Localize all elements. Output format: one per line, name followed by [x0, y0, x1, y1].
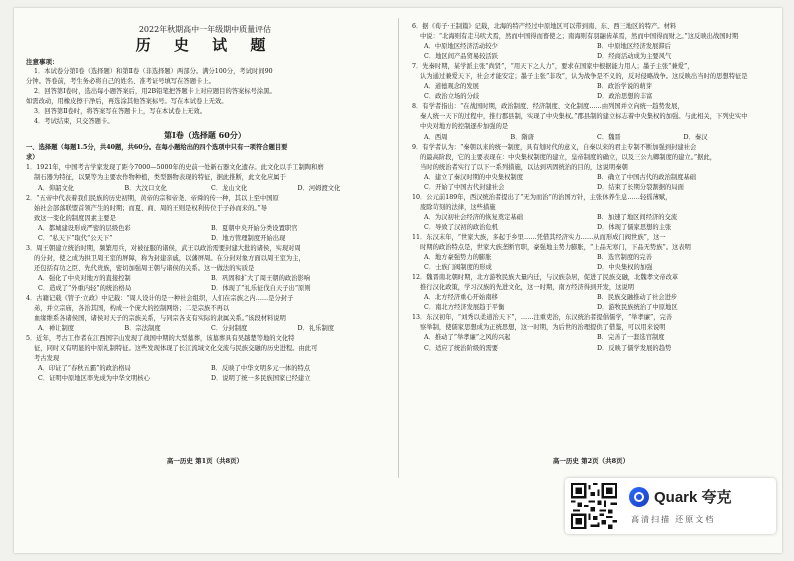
answer-option: A．都城建设形成严密的层级色彩	[38, 224, 131, 232]
question-stem: 11．东汉末年，“世家大族，多起于乡里……凭借其经济实力……从而形成门阀世族”，这一	[412, 233, 666, 241]
question-item	[26, 163, 384, 193]
answer-option: C．政治立场的分歧	[424, 93, 480, 101]
answer-option: B．大汶口文化	[124, 184, 167, 192]
question-item	[412, 22, 770, 62]
answer-options-row	[412, 52, 770, 62]
question-stem: 还包括有功之臣、先代贵族，密切加强周王朝与诸侯的关系。这一做法的实质是	[34, 264, 255, 272]
answer-option: A．推动了“举孝廉”之风的兴起	[424, 334, 511, 342]
question-stem: 始社会部落联盟首领产生的时期；而夏、商、周的王则是权利传位于子孙而来的。”导	[34, 204, 268, 212]
question-item	[412, 233, 770, 273]
scanned-sheet	[14, 8, 782, 553]
question-stem: 推行汉化政策，学习汉族的先进文化，这一时期，南方经济得到开发，这说明	[420, 284, 635, 292]
question-stem: 察举制，使儒家思想成为正统思想，这一时期，为后世的治理提供了借鉴，可以用来说明	[420, 324, 666, 332]
question-item	[412, 193, 770, 233]
question-list	[412, 22, 770, 354]
answer-options-row	[412, 173, 770, 183]
answer-option: C．“私天下”取代“公天下”	[38, 234, 113, 242]
subject-title: 历 史 试 题	[135, 36, 275, 54]
answer-option: C．证明中原地区率先成为中华文明核心	[38, 375, 150, 383]
answer-option: B．中原地区经济发展滞后	[597, 43, 671, 51]
question-stem: 12．魏晋南北朝时期，北方游牧民族大量内迁，与汉族杂居，促进了民族交融，北魏孝文帝改革	[412, 274, 679, 282]
answer-options-row	[412, 183, 770, 193]
notice-line: 2．回答第Ⅰ卷时，选出每小题答案后，用2B铅笔把答题卡上对应题目的答案标号涂黑。	[34, 88, 276, 96]
answer-option: D．反映了儒学发展的趋势	[597, 344, 672, 352]
quark-logo-icon	[629, 487, 649, 507]
answer-option: B．隋唐	[510, 133, 535, 141]
question-stem: 征，同时又有明显的中原礼制特征。这些发现体现了长江流域文化交流与民族交融的历史进程。由此可	[34, 345, 318, 353]
question-stem: 考古发现	[34, 355, 60, 363]
answer-option: B．政治学说的萌芽	[597, 83, 653, 91]
answer-option: D．经商活动成为主要风气	[597, 53, 672, 61]
answer-option: A．强化了中央对地方的直接控制	[38, 274, 131, 282]
question-stem: 中央对地方的控制逐步加强的是	[420, 123, 509, 131]
answer-option: C．士族门阀制度的形成	[424, 264, 492, 272]
question-stem: 制石器为特征，以粟等为主要农作物种植，类型器物表现的特征，据此推断，此文化应属于	[34, 174, 286, 182]
answer-options-row	[412, 344, 770, 354]
page-1	[26, 22, 384, 384]
section-intro: 一、选择题（每题1.5分，共40题，共60分。在每小题给出的四个选项中只有一项符合题目要	[26, 144, 288, 152]
question-stem: 认为通过兼爱天下，社会才能安定；墨子主张“非攻”，认为战争是不义的，反对侵略战争。这反映出当时的思想特征是	[420, 73, 748, 81]
notice-line: 如需改动，用橡皮擦干净后，再选涂其他答案标号。写在本试卷上无效。	[26, 98, 228, 106]
question-stem: 7．先秦时期，某学派主张“尚贤”，“用天下之人力”，要求在国家中根据能力用人；墨子主张“兼爱”，	[412, 63, 694, 71]
answer-options-row	[412, 293, 770, 303]
answer-options-row	[412, 263, 770, 273]
question-stem: 1．1921年，中国考古学家发现了距今7000—5000年的史前一处新石器文化遗存。此文化以手工制陶和磨	[26, 164, 324, 172]
scanner-watermark[interactable]	[565, 478, 776, 534]
answer-option: D．政治思想的丰富	[597, 93, 653, 101]
page-footer: 高一历史 第2页（共8页）	[552, 457, 630, 465]
question-stem: 3．周王朝建立统治时期，频繁用兵，对被征服的诸侯，武王以政治需要封建大批的诸侯，实现对周	[26, 244, 301, 252]
section-intro: 求）	[26, 154, 39, 162]
answer-option: A．中原地区经济活动较少	[424, 43, 498, 51]
answer-options-row	[412, 223, 770, 233]
question-item	[26, 244, 384, 294]
answer-option: D．地方管理制度开始出现	[211, 234, 286, 242]
notice-list	[26, 67, 384, 127]
question-stem: 致这一变化的制度因素主要是	[34, 214, 116, 222]
answer-option: A．仰韶文化	[38, 184, 75, 192]
answer-options-row	[26, 234, 384, 244]
answer-option: A．西周	[424, 133, 448, 141]
answer-options-row	[412, 82, 770, 92]
question-stem: 8．有学者指出：“在战国时期，政治制度、经济制度、文化制度……由列国并立向统一趋势发展，	[412, 103, 684, 111]
answer-option: D．礼乐制度	[297, 325, 335, 333]
answer-option: B．宗法制度	[124, 325, 161, 333]
answer-options-row	[412, 213, 770, 223]
question-stem: 当时的统治者实行了以下一系列措施，以达到巩固统治的目的，这说明秦朝	[420, 163, 628, 171]
answer-option: B．反映了中华文明多元一体的特点	[211, 365, 311, 373]
answer-option: D．秦汉	[683, 133, 708, 141]
answer-option: C．适应了统治阶级的需要	[424, 344, 499, 352]
section-title: 第Ⅰ卷（选择题 60分）	[164, 130, 246, 141]
answer-option: A．建立了秦汉时期的中央集权制度	[424, 173, 524, 181]
answer-option: B．夏朝中央开始分类设置职官	[211, 224, 298, 232]
answer-option: D．结束了长期分裂割据的局面	[597, 183, 684, 191]
notice-line: 1．本试卷分第Ⅰ卷（选择题）和第Ⅱ卷（非选择题）两部分。满分100分，考试时间90	[34, 68, 273, 76]
answer-option: B．确立了中国古代的政治制度基础	[597, 173, 697, 181]
notice-line: 3．回答第Ⅱ卷时，将答案写在答题卡上，写在本试卷上无效。	[34, 108, 207, 116]
question-item	[26, 194, 384, 244]
answer-option: B．加速了地区间经济的交流	[597, 213, 678, 221]
question-stem: 10．公元前189年，西汉统治者提出了“无为而治”的治国方针，主张休养生息……轻徭薄赋，	[412, 193, 672, 201]
answer-options-row	[26, 284, 384, 294]
answer-option: A．北方经济重心开始南移	[424, 294, 498, 302]
answer-option: A．地方豪强势力的膨胀	[424, 254, 492, 262]
question-item	[412, 313, 770, 353]
answer-option: A．禅让制度	[38, 325, 75, 333]
answer-options-row	[412, 253, 770, 263]
answer-option: D．体现了儒家思想的主张	[597, 223, 672, 231]
answer-options-row	[412, 133, 770, 143]
page-divider	[398, 18, 399, 478]
notice-heading: 注意事项：	[26, 58, 59, 66]
answer-option: A．道德观念的发展	[424, 83, 479, 91]
answer-options-row	[26, 374, 384, 384]
answer-options-row	[26, 184, 384, 194]
question-list	[26, 163, 384, 384]
notice-line: 分钟。答卷前，考生务必将自己的姓名、准考证号填写在答题卡上。	[26, 78, 215, 86]
question-item	[412, 273, 770, 313]
answer-option: D．河姆渡文化	[297, 184, 341, 192]
question-stem: 5．近年，考古工作者在江西国字山发现了战国中期的大型墓葬，该墓葬具有吴越楚等地的文化特	[26, 335, 295, 343]
answer-option: B．选官制度的完善	[597, 254, 653, 262]
answer-options-row	[26, 224, 384, 234]
answer-option: C．龙山文化	[211, 184, 248, 192]
exam-title: 2022年秋期高中一年级期中质量评估	[138, 25, 272, 34]
answer-option: C．开始了中国古代封建社会	[424, 183, 505, 191]
question-stem: 时期的政治特点是，世家大族垄断官职，豪强地主势力膨胀，“上品无寒门，下品无势族”。这表明	[420, 244, 691, 252]
question-stem: 13．东汉初年，“刘秀以柔道治天下”，……注重吏治，东汉统治者提倡儒学，“举孝廉”，完善	[412, 314, 673, 322]
answer-options-row	[412, 42, 770, 52]
question-stem: 的最高阶段，它的主要表现在：中央集权制度的建立，皇帝制度的确立，以及三公九卿制度的建立。”据此，	[420, 153, 717, 161]
answer-option: C．导致了汉初的政治危机	[424, 223, 499, 231]
answer-options-row	[26, 274, 384, 284]
question-stem: 9．有学者认为：“秦朝以来的统一制度，具有划时代的意义，自秦以来的君主专制不断加强到封建社会	[412, 143, 697, 151]
answer-option: B．巩固和扩大了周王朝的政治影响	[211, 274, 311, 282]
question-stem: 血缘维系各诸侯国，诸侯对天子的宗族关系，与同宗各支有实际的隶属关系。”该段材料说明	[34, 315, 286, 323]
qr-code-icon[interactable]	[571, 483, 617, 529]
question-stem: 4．古籍记载《管子·立政》中记载：“周人设计的是一种社会组织，人们在宗族之内……是分封子	[26, 295, 294, 303]
brand	[629, 486, 732, 507]
answer-option: C．造成了“外重内轻”的统治格局	[38, 284, 132, 292]
notice-line: 4．考试结束，只交答题卡。	[34, 118, 114, 126]
question-item	[412, 143, 770, 193]
answer-option: B．完善了一套选官制度	[597, 334, 665, 342]
answer-option: C．分封制度	[211, 325, 248, 333]
answer-options-row	[26, 324, 384, 334]
answer-options-row	[26, 364, 384, 374]
answer-options-row	[412, 92, 770, 102]
question-item	[412, 62, 770, 102]
answer-option: C．魏晋	[597, 133, 621, 141]
question-item	[26, 334, 384, 384]
question-item	[412, 102, 770, 142]
answer-option: C．地区间产品贸易较活跃	[424, 53, 499, 61]
answer-option: C．南北方经济发展趋于平衡	[424, 304, 505, 312]
question-stem: 秦人统一天下的过程中，推行郡县制，实现了中央集权。”郡县制的建立标志着中央集权的加强。与此相关，下列史实中	[420, 113, 748, 121]
question-stem: 中说：“北海则有走马吠犬焉，然而中国得而畜使之；南海则有羽翮齿革焉，然而中国得而财之。”这反映出战国时期	[420, 33, 739, 41]
answer-option: D．中央集权的加强	[597, 264, 653, 272]
question-stem: 6．据《荀子·王制篇》记载，北海的特产经过中原地区可以带到南、东、西三地区的特产。材料	[412, 23, 677, 30]
answer-option: D．说明了统一多民族国家已经建立	[211, 375, 311, 383]
question-stem: 废除苛刻的法律，这些措施	[420, 203, 496, 211]
answer-option: D．游牧民族统治了中原地区	[597, 304, 678, 312]
page-2	[412, 22, 770, 354]
answer-options-row	[412, 333, 770, 343]
question-stem: 2．“五帝中代表着我们民族的历史初期，黄帝的宗和帝尧、帝舜的传一种，其以上至中国原	[26, 194, 279, 202]
brand-name: Quark 夸克	[654, 489, 732, 506]
question-stem: 的分封，使之成为拱卫周王室的屏障，称为封建亲戚，以藩屏周。在分封对象方面以周王室为主，	[34, 254, 305, 262]
brand-slogan: 高清扫描 还原文档	[631, 515, 716, 524]
answer-option: A．印证了“春秋五霸”的政治格局	[38, 365, 131, 373]
answer-options-row	[412, 303, 770, 313]
page-footer: 高一历史 第1页（共8页）	[166, 457, 244, 465]
question-item	[26, 294, 384, 334]
answer-option: D．体现了“礼乐征伐自天子出”原则	[211, 284, 311, 292]
question-stem: 弟，并立宗庙，各治其国，构成一个庞大的控制网络；二是宗族不再以	[34, 305, 230, 313]
answer-option: A．为汉初社会经济的恢复奠定基础	[424, 213, 524, 221]
answer-option: B．民族交融推动了社会进步	[597, 294, 678, 302]
